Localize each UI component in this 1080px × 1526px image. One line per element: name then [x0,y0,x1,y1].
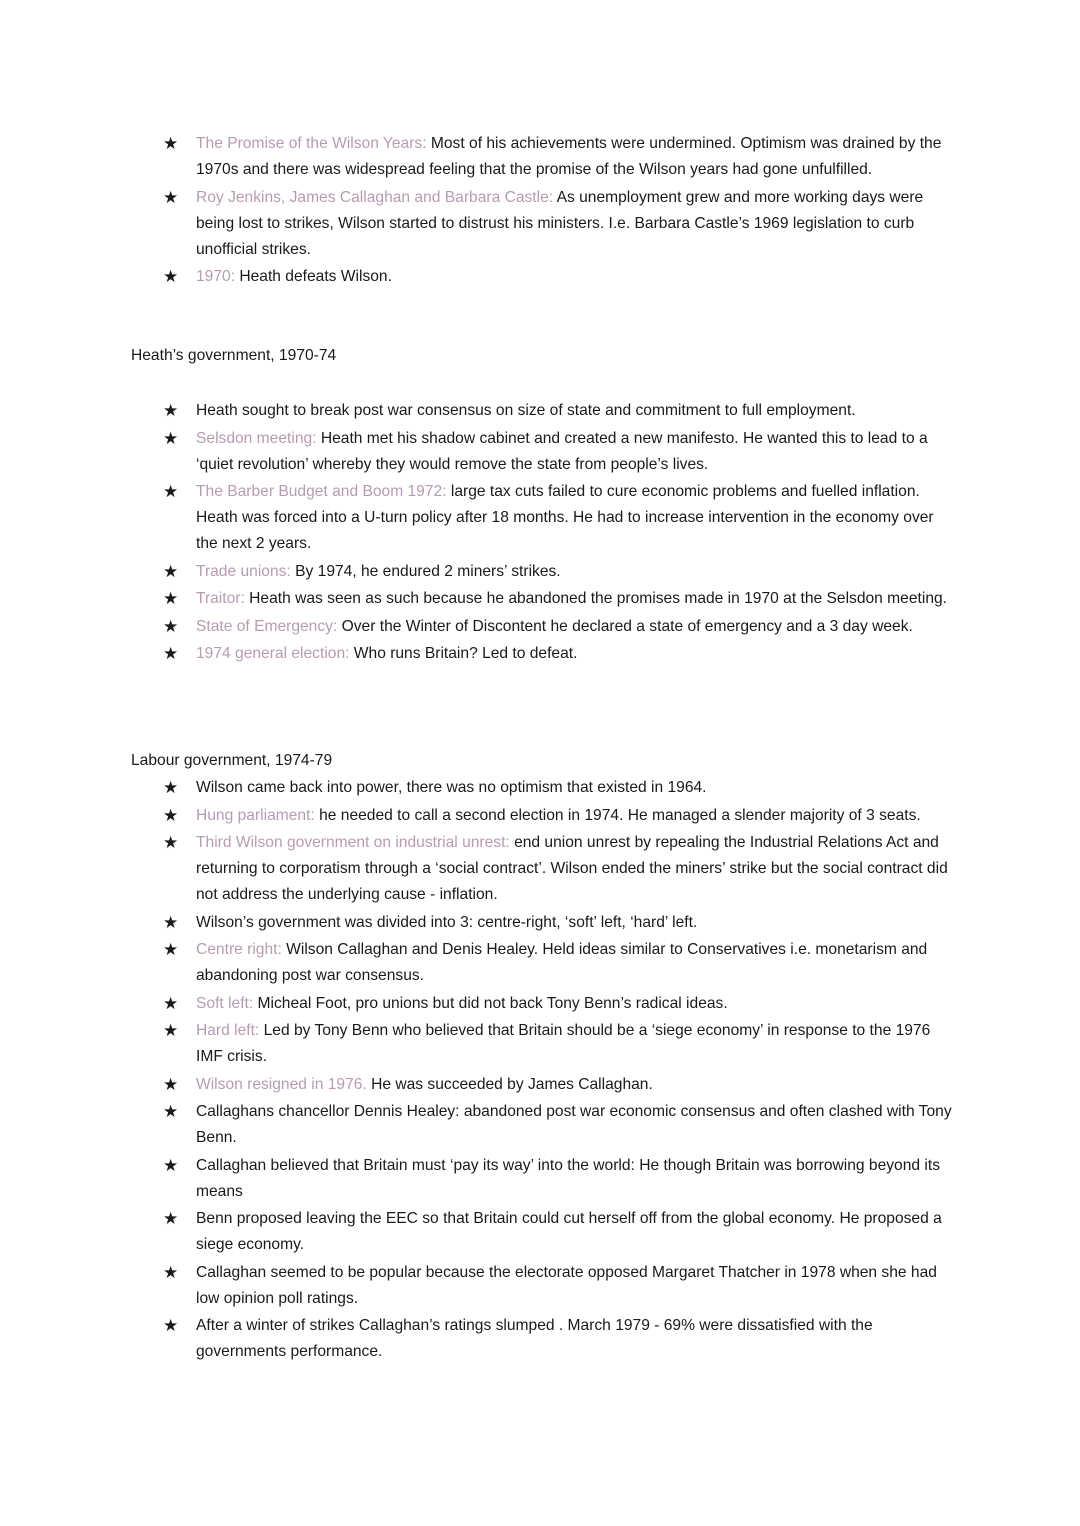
list-item [0,479,956,557]
item-text: Wilson’s government was divided into 3: centre-right, ‘soft’ left, ‘hard’ left. [196,913,698,931]
list-item [0,803,956,829]
key-term: State of Emergency: [196,617,338,635]
star-icon: ★ [163,561,179,581]
item-text: He was succeeded by James Callaghan. [366,1075,653,1093]
item-text: Led by Tony Benn who believed that Britain should be a ‘siege economy’ in response to the 1976 IMF crisis. [196,1022,931,1065]
list-item [0,426,956,478]
item-text: Heath was seen as such because he abandoned the promises made in 1970 at the Selsdon meeting. [244,590,947,607]
key-term: Third Wilson government on industrial unrest: [196,834,510,851]
key-term: The Promise of the Wilson Years: [196,135,427,152]
item-text: Wilson came back into power, there was no optimism that existed in 1964. [196,779,707,796]
list-item [0,641,956,667]
key-term: Traitor: [196,590,245,607]
item-text: Callaghans chancellor Dennis Healey: abandoned post war economic consensus and often clashed with Tony Benn. [196,1103,952,1146]
item-text: As unemployment grew and more working days were being lost to strikes, Wilson started to distrust his ministers. I.e. Barbara Castle’s 1969 legislation to curb unofficial strikes. [196,188,924,258]
item-text: Heath defeats Wilson. [235,268,392,285]
list-item [0,1313,956,1365]
star-icon: ★ [163,401,179,420]
star-icon: ★ [163,187,179,207]
list-item [0,559,956,585]
star-icon: ★ [163,993,179,1013]
list-item [0,1206,956,1258]
list-item [0,586,956,612]
heath-section-heading: Heath’s government, 1970-74 [131,347,337,364]
list-item [0,991,956,1017]
star-icon: ★ [163,1209,179,1228]
heath-bullet-list [0,398,1080,669]
star-icon: ★ [163,482,179,501]
item-text: Most of his achievements were undermined. Optimism was drained by the 1970s and there was widespread feeling that the promise of the Wilson years had gone unfulfilled. [196,135,942,178]
item-text: Wilson Callaghan and Denis Healey. Held ideas similar to Conservatives i.e. monetarism and abandoning post war consensus. [196,941,928,984]
star-icon: ★ [163,1316,179,1335]
intro-bullet-list [0,131,1080,292]
star-icon: ★ [163,912,179,932]
list-item [0,1260,956,1312]
list-item [0,910,956,936]
list-item [0,614,956,640]
list-item [0,398,956,424]
star-icon: ★ [163,644,179,663]
item-text: By 1974, he endured 2 miners’ strikes. [290,562,561,580]
list-item [0,131,956,183]
list-item [0,1072,956,1098]
list-item [0,1153,956,1205]
list-item [0,937,956,989]
item-text: Who runs Britain? Led to defeat. [349,645,578,662]
star-icon: ★ [163,940,179,959]
key-term: Trade unions: [196,562,291,580]
item-text: Callaghan seemed to be popular because the electorate opposed Margaret Thatcher in 1978 when she had low opinion poll ratings. [196,1263,937,1307]
key-term: 1970: [196,268,236,285]
list-item [0,264,956,290]
item-text: After a winter of strikes Callaghan’s ratings slumped . March 1979 - 69% were dissatisfied with the governments performance. [196,1317,873,1360]
list-item [0,1099,956,1151]
star-icon: ★ [163,1262,179,1282]
labour-bullet-list [0,775,1080,1367]
star-icon: ★ [163,1021,179,1040]
star-icon: ★ [163,134,179,153]
star-icon: ★ [163,805,179,825]
item-text: end union unrest by repealing the Industrial Relations Act and returning to corporatism through a ‘social contract’. Wilson ended the miners’ strike but the social contract did not address the underlying cause - inflation. [196,834,948,903]
key-term: Roy Jenkins, James Callaghan and Barbara Castle: [196,188,554,206]
star-icon: ★ [163,1102,179,1121]
star-icon: ★ [163,428,179,448]
star-icon: ★ [163,778,179,797]
key-term: The Barber Budget and Boom 1972: [196,483,447,500]
item-text: Callaghan believed that Britain must ‘pay its way’ into the world: He though Britain was borrowing beyond its means [196,1156,940,1200]
list-item [0,185,956,263]
key-term: 1974 general election: [196,645,350,662]
labour-section-heading: Labour government, 1974-79 [131,752,333,769]
key-term: Hung parliament: [196,806,315,824]
key-term: Hard left: [196,1022,260,1039]
star-icon: ★ [163,267,179,286]
item-text: large tax cuts failed to cure economic problems and fuelled inflation. Heath was forced into a U-turn policy after 18 months. He had to increase intervention in the economy over the next 2 years. [196,483,934,552]
star-icon: ★ [163,589,179,608]
key-term: Wilson resigned in 1976. [196,1075,367,1093]
star-icon: ★ [163,616,179,636]
star-icon: ★ [163,833,179,852]
list-item [0,1018,956,1070]
item-text: Heath met his shadow cabinet and created a new manifesto. He wanted this to lead to a ‘quiet revolution’ whereby they would remove the state from people’s lives. [196,429,928,473]
item-text: Benn proposed leaving the EEC so that Britain could cut herself off from the global economy. He proposed a siege economy. [196,1210,942,1253]
key-term: Soft left: [196,994,254,1012]
item-text: Heath sought to break post war consensus on size of state and commitment to full employment. [196,402,856,419]
star-icon: ★ [163,1074,179,1094]
key-term: Centre right: [196,941,282,958]
item-text: he needed to call a second election in 1974. He managed a slender majority of 3 seats. [314,806,921,824]
item-text: Micheal Foot, pro unions but did not back Tony Benn’s radical ideas. [253,994,728,1012]
list-item [0,830,956,908]
item-text: Over the Winter of Discontent he declared a state of emergency and a 3 day week. [337,617,913,635]
star-icon: ★ [163,1155,179,1175]
key-term: Selsdon meeting: [196,429,317,447]
list-item [0,775,956,801]
